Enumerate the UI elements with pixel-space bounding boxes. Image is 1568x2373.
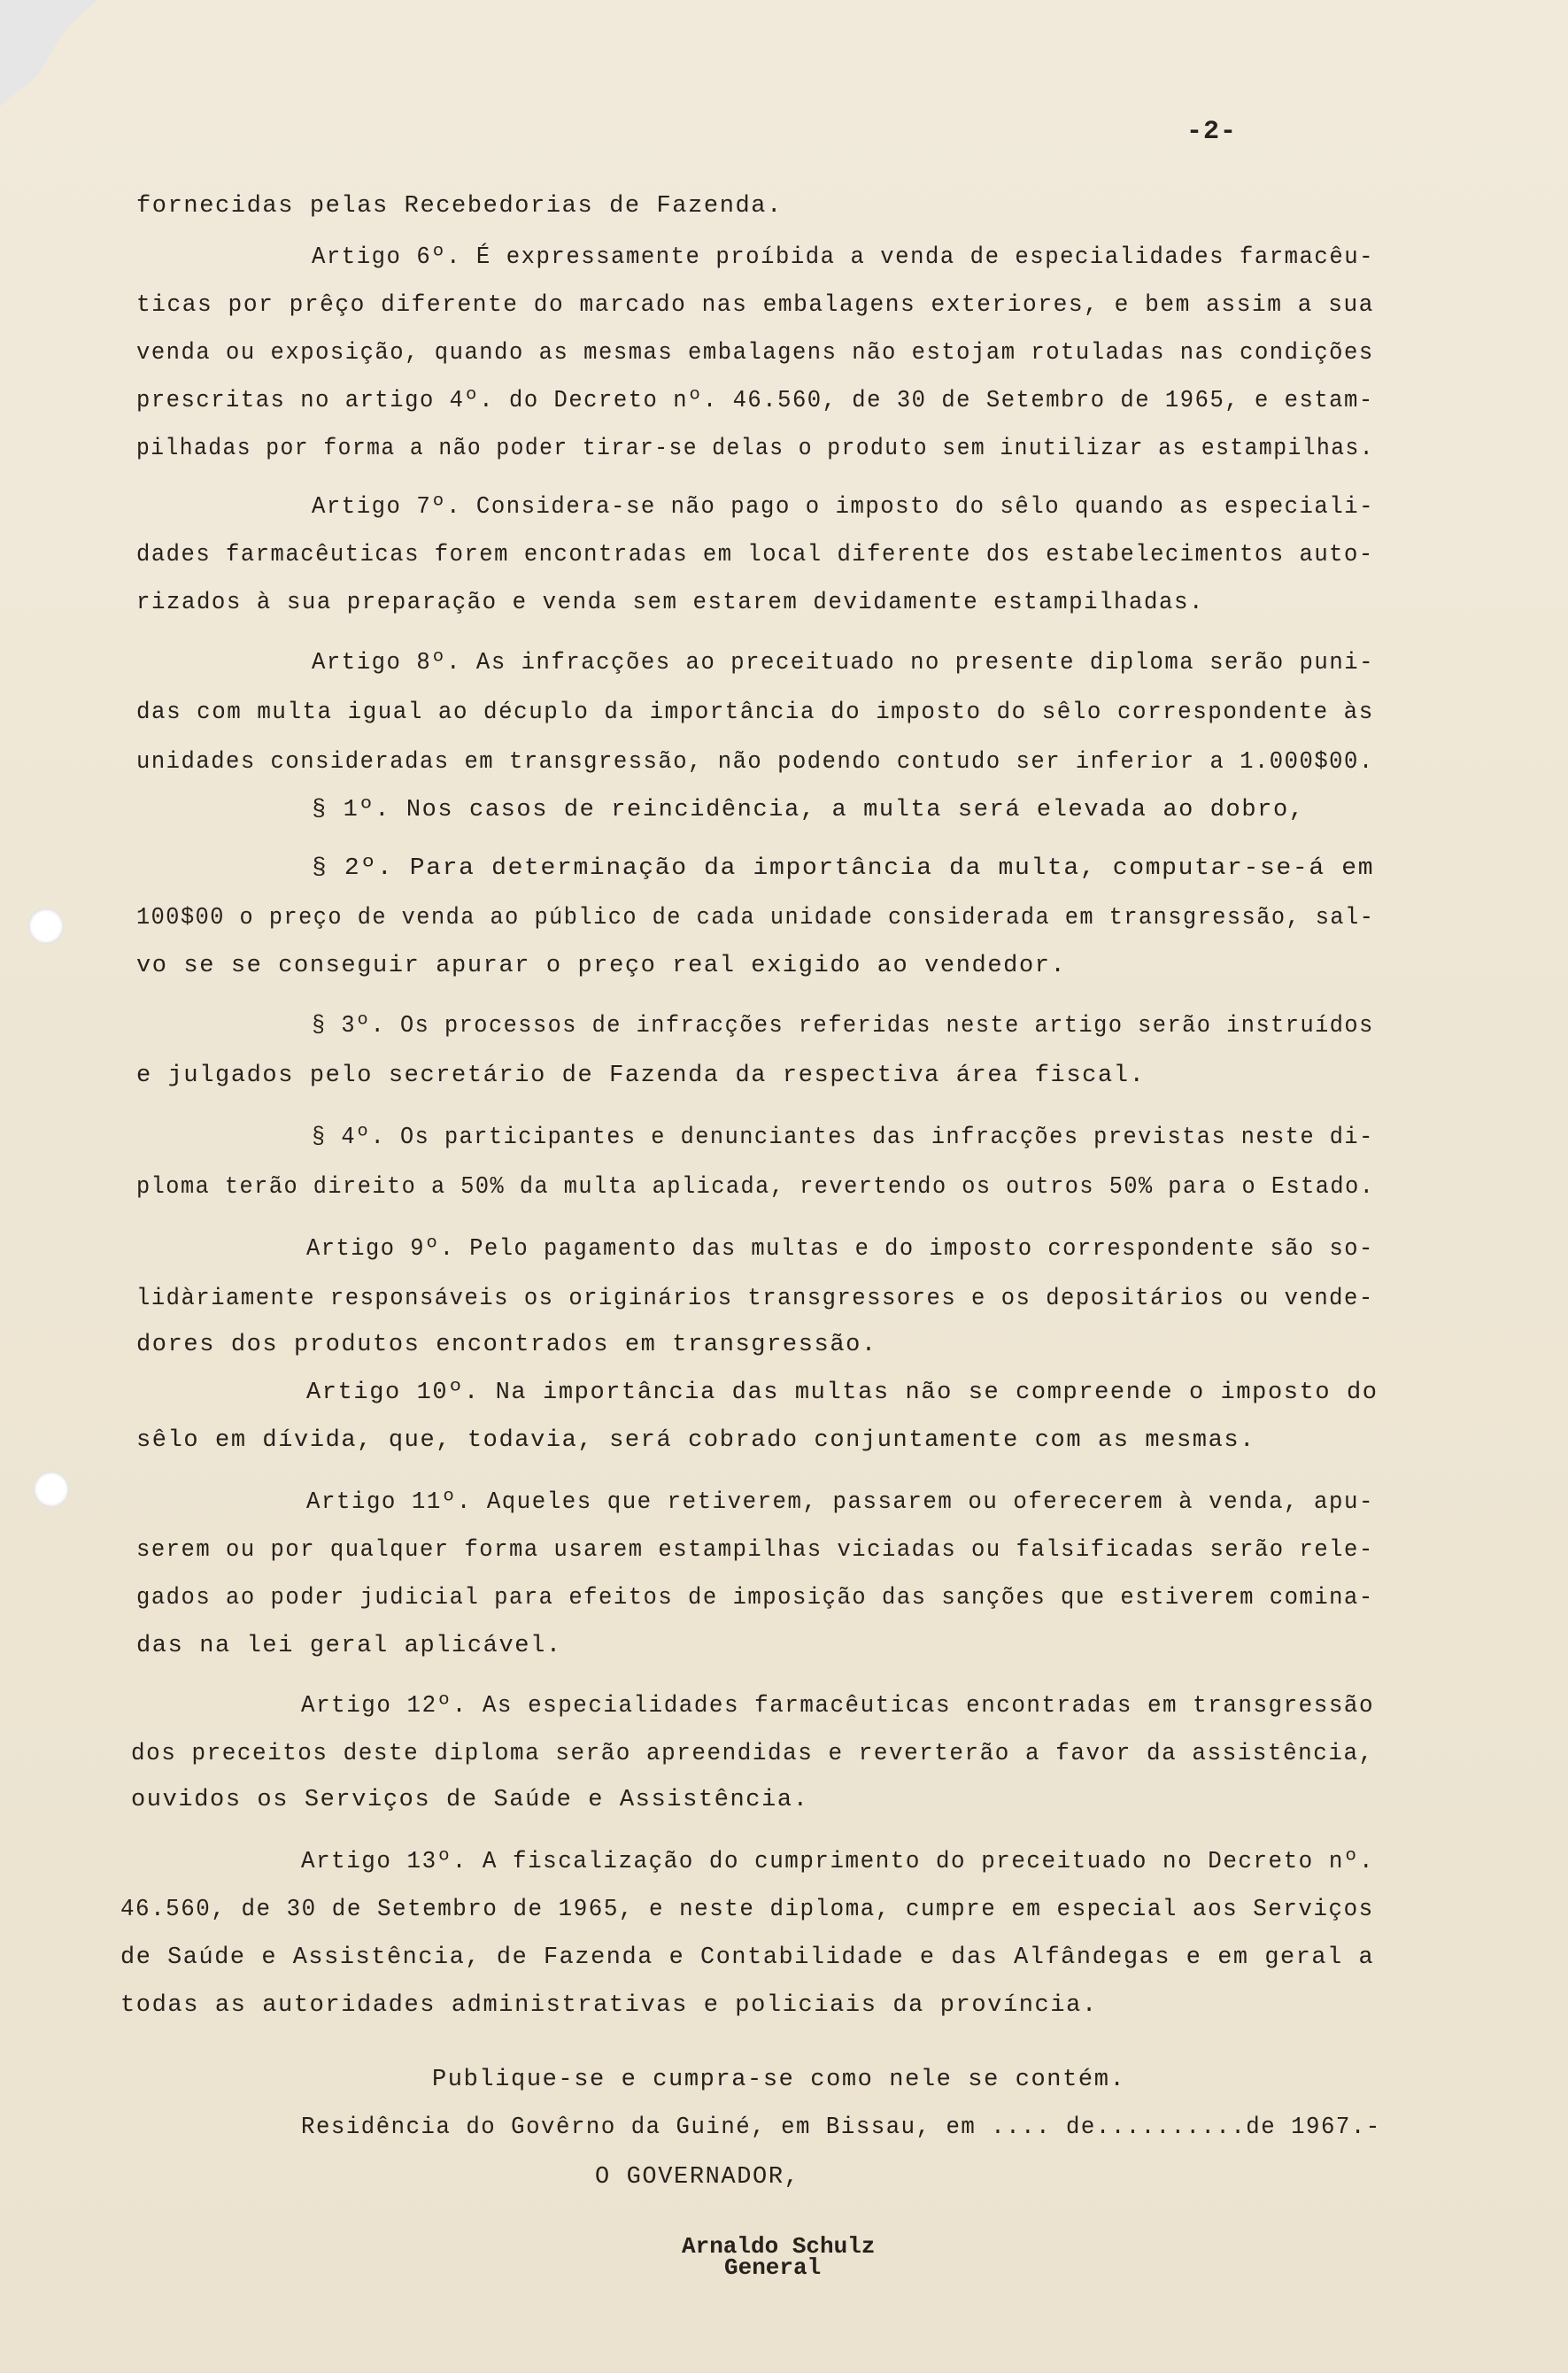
- text-line: Artigo 10º. Na importância das multas não se compreende o imposto do: [306, 1380, 1379, 1406]
- text-line: das com multa igual ao décuplo da importância do imposto do sêlo correspondente às: [136, 700, 1374, 726]
- text-line: 100$00 o preço de venda ao público de cada unidade considerada em transgressão, sal-: [136, 905, 1375, 931]
- text-line: serem ou por qualquer forma usarem estampilhas viciadas ou falsificadas serão rele-: [136, 1537, 1374, 1564]
- text-line: pilhadas por forma a não poder tirar-se delas o produto sem inutilizar as estampilhas.: [136, 436, 1374, 462]
- closing-line: O GOVERNADOR,: [595, 2164, 800, 2191]
- text-line: prescritas no artigo 4º. do Decreto nº. 46.560, de 30 de Setembro de 1965, e estam-: [136, 388, 1374, 414]
- text-line: Artigo 13º. A fiscalização do cumprimento do preceituado no Decreto nº.: [301, 1849, 1375, 1875]
- text-line: e julgados pelo secretário de Fazenda da respectiva área fiscal.: [136, 1063, 1146, 1089]
- closing-line: Residência do Govêrno da Guiné, em Bissau, em .... de..........de 1967.-: [301, 2114, 1381, 2141]
- text-line: Artigo 12º. As especialidades farmacêuticas encontradas em transgressão: [301, 1693, 1375, 1720]
- text-line: de Saúde e Assistência, de Fazenda e Contabilidade e das Alfândegas e em geral a: [120, 1944, 1375, 1971]
- text-line: dores dos produtos encontrados em transgressão.: [136, 1332, 877, 1358]
- text-line: venda ou exposição, quando as mesmas embalagens não estojam rotuladas nas condições: [136, 340, 1374, 367]
- signature-title: General: [724, 2254, 822, 2281]
- text-line: ploma terão direito a 50% da multa aplicada, revertendo os outros 50% para o Estado.: [136, 1174, 1375, 1201]
- text-line: § 1º. Nos casos de reincidência, a multa será elevada ao dobro,: [312, 797, 1305, 823]
- text-line: vo se se conseguir apurar o preço real exigido ao vendedor.: [136, 953, 1067, 979]
- text-line: § 3º. Os processos de infracções referidas neste artigo serão instruídos: [312, 1013, 1374, 1040]
- text-line: 46.560, de 30 de Setembro de 1965, e neste diploma, cumpre em especial aos Serviços: [120, 1897, 1374, 1923]
- text-line: gados ao poder judicial para efeitos de imposição das sanções que estiverem comina-: [136, 1585, 1374, 1612]
- closing-line: Publique-se e cumpra-se como nele se contém.: [432, 2067, 1126, 2093]
- text-line: Artigo 11º. Aqueles que retiverem, passarem ou oferecerem à venda, apu-: [306, 1489, 1374, 1516]
- punch-hole: [34, 1472, 69, 1507]
- text-line: Artigo 8º. As infracções ao preceituado no presente diploma serão puni-: [312, 650, 1375, 676]
- text-line: sêlo em dívida, que, todavia, será cobrado conjuntamente com as mesmas.: [136, 1427, 1255, 1454]
- text-line: das na lei geral aplicável.: [136, 1633, 562, 1659]
- text-line: lidàriamente responsáveis os originários transgressores e os depositários ou vende-: [136, 1286, 1374, 1312]
- text-line: § 2º. Para determinação da importância da multa, computar-se-á em: [312, 855, 1375, 882]
- text-line: Artigo 7º. Considera-se não pago o imposto do sêlo quando as especiali-: [312, 494, 1375, 521]
- torn-corner: [0, 0, 97, 106]
- text-line: Artigo 6º. É expressamente proíbida a venda de especialidades farmacêu-: [312, 244, 1375, 271]
- punch-hole: [28, 908, 64, 944]
- text-line: todas as autoridades administrativas e policiais da província.: [120, 1992, 1098, 2019]
- text-line: Artigo 9º. Pelo pagamento das multas e do imposto correspondente são so-: [306, 1236, 1374, 1263]
- text-line: ouvidos os Serviços de Saúde e Assistência.: [131, 1787, 809, 1813]
- text-line: § 4º. Os participantes e denunciantes das infracções previstas neste di-: [312, 1125, 1374, 1151]
- text-line: fornecidas pelas Recebedorias de Fazenda.: [136, 193, 783, 220]
- text-line: dades farmacêuticas forem encontradas em local diferente dos estabelecimentos auto-: [136, 542, 1374, 568]
- text-line: dos preceitos deste diploma serão apreendidas e reverterão a favor da assistência,: [131, 1741, 1374, 1767]
- text-line: rizados à sua preparação e venda sem estarem devidamente estampilhadas.: [136, 590, 1204, 616]
- text-line: unidades consideradas em transgressão, não podendo contudo ser inferior a 1.000$00.: [136, 749, 1374, 776]
- signature-name: Arnaldo Schulz: [682, 2233, 876, 2260]
- page-number: -2-: [1186, 117, 1238, 147]
- text-line: ticas por prêço diferente do marcado nas embalagens exteriores, e bem assim a sua: [136, 292, 1375, 319]
